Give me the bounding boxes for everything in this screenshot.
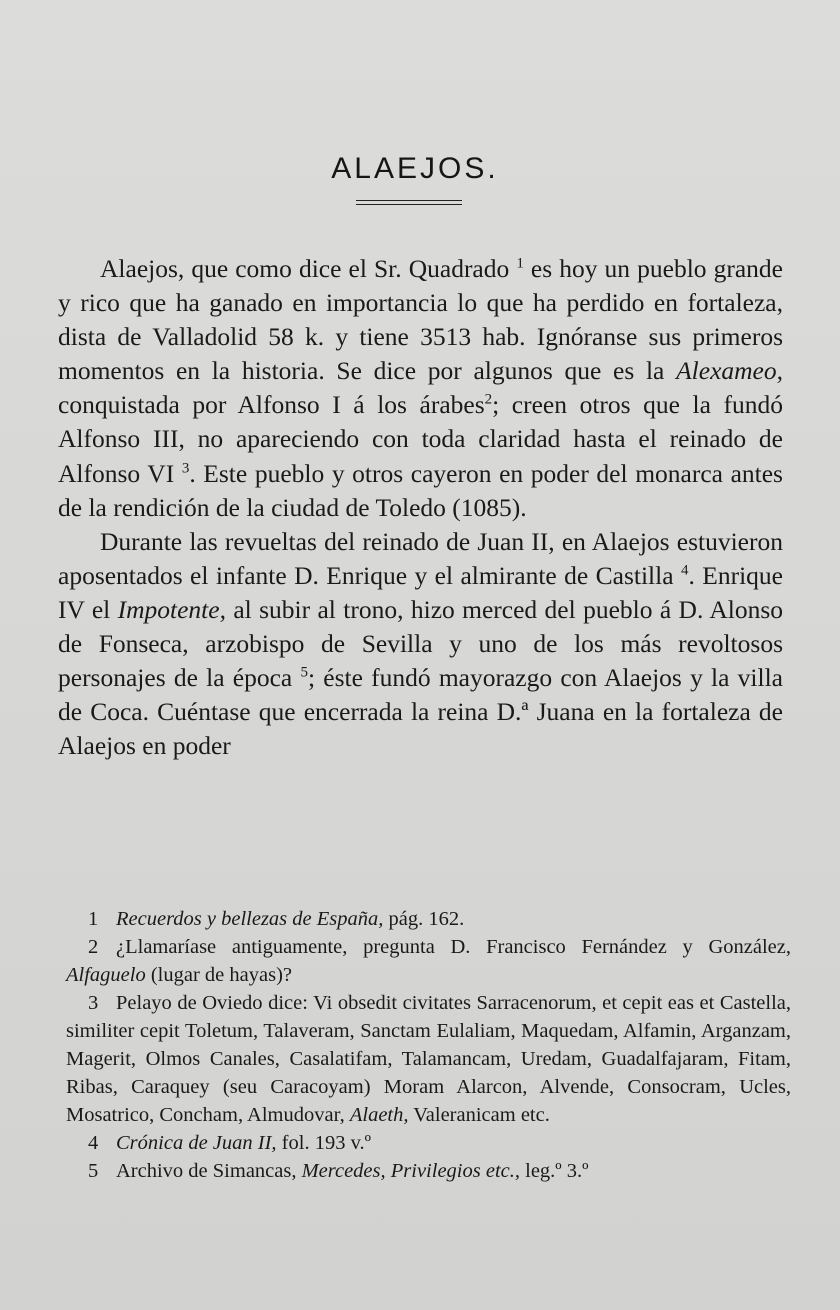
- footnote-ref-2: 2: [484, 391, 493, 408]
- footnote-2-text: ¿Llamaríase antiguamente, pregunta D. Francisco Fernández y González,: [116, 936, 791, 958]
- footnote-1-title: Recuerdos y bellezas de España,: [116, 908, 384, 930]
- footnote-2-number: 2: [88, 936, 99, 958]
- footnote-2: [66, 933, 791, 989]
- footnote-3-text: Pelayo de Oviedo dice: Vi obsedit civitates Sarracenorum, et cepit eas et Castella, similiter cepit Toletum, Talaveram, Sanctam Eulaliam, Maquedam, Alfamin, Arganzam, Magerit, Olmos Canales, Casalatifam, Talamancam, Uredam, Guadalfajaram, Fitam, Ribas, Caraquey (seu Caracoyam) Moram Alarcon, Alvende, Consocram, Ucles, Mosatrico, Concham, Almudovar,: [66, 992, 791, 1126]
- footnote-ref-4: 4: [680, 562, 689, 579]
- footnote-3-number: 3: [88, 992, 99, 1014]
- footnote-2-italic: Alfaguelo: [66, 964, 146, 986]
- paragraph-2-text-a: Durante las revueltas del reinado de Juan II, en Alaejos estuvieron aposentados el infante D. Enrique y el almirante de Castilla: [58, 526, 783, 590]
- paragraph-1-text-c: conquistada por Alfonso I á los árabes: [58, 390, 485, 420]
- footnotes: [66, 905, 791, 1185]
- page-title: ALAEJOS.: [331, 152, 499, 185]
- main-text: [58, 252, 783, 763]
- footnote-5-italic: Mercedes, Privilegios etc.,: [301, 1160, 520, 1182]
- footnote-ref-1: 1: [516, 255, 524, 272]
- paragraph-2-text-c: al subir al trono, hizo merced del pueblo á D. Alonso de Fonseca, arzobispo de Sevilla y uno de los más revoltosos personajes de la época: [58, 594, 783, 693]
- paragraph-1-text-e: . Este pueblo y otros cayeron en poder del monarca antes de la rendición de la ciudad de Toledo (1085).: [58, 458, 783, 522]
- footnote-4-number: 4: [88, 1132, 99, 1154]
- paragraph-1: [58, 252, 783, 525]
- footnote-1: [66, 905, 791, 933]
- footnote-3-italic: Alaeth,: [349, 1104, 409, 1126]
- paragraph-2-text-b: . Enrique IV el: [58, 560, 783, 624]
- paragraph-2-text-d: ; éste fundó mayorazgo con Alaejos y la villa de Coca. Cuéntase que encerrada la reina D.ª Juana en la fortaleza de Alaejos en poder: [58, 663, 783, 761]
- footnote-2-text-end: (lugar de hayas)?: [145, 964, 292, 986]
- footnote-1-number: 1: [88, 908, 99, 930]
- paragraph-1-text-d: ; creen otros que la fundó Alfonso III, no apareciendo con toda claridad hasta el reinado de Alfonso VI: [58, 390, 783, 488]
- footnote-4-title: Crónica de Juan II,: [116, 1132, 277, 1154]
- footnote-5: [66, 1157, 791, 1185]
- paragraph-2: [58, 525, 783, 764]
- footnote-ref-3: 3: [181, 460, 190, 477]
- footnote-4-text: fol. 193 v.º: [276, 1132, 371, 1154]
- italic-impotente: Impotente,: [117, 594, 226, 624]
- title-double-rule: [356, 200, 462, 205]
- paragraph-1-text-b: es hoy un pueblo grande y rico que ha ganado en importancia lo que ha perdido en fortaleza, dista de Valladolid 58 k. y tiene 3513 hab. Ignóranse sus primeros momentos en la historia. Se dice por algunos que es la: [58, 254, 783, 386]
- footnote-3-text-end: Valeranicam etc.: [408, 1104, 550, 1126]
- footnote-3: [66, 989, 791, 1129]
- italic-alexameo: Alexameo,: [676, 356, 783, 386]
- footnote-4: [66, 1129, 791, 1157]
- paragraph-1-text-a: Alaejos, que como dice el Sr. Quadrado: [100, 254, 510, 283]
- footnote-5-number: 5: [88, 1160, 99, 1182]
- footnote-ref-5: 5: [300, 664, 308, 681]
- footnote-5-text-end: leg.º 3.º: [520, 1160, 589, 1182]
- footnote-1-text: pág. 162.: [383, 908, 465, 930]
- footnote-5-text: Archivo de Simancas,: [116, 1160, 302, 1182]
